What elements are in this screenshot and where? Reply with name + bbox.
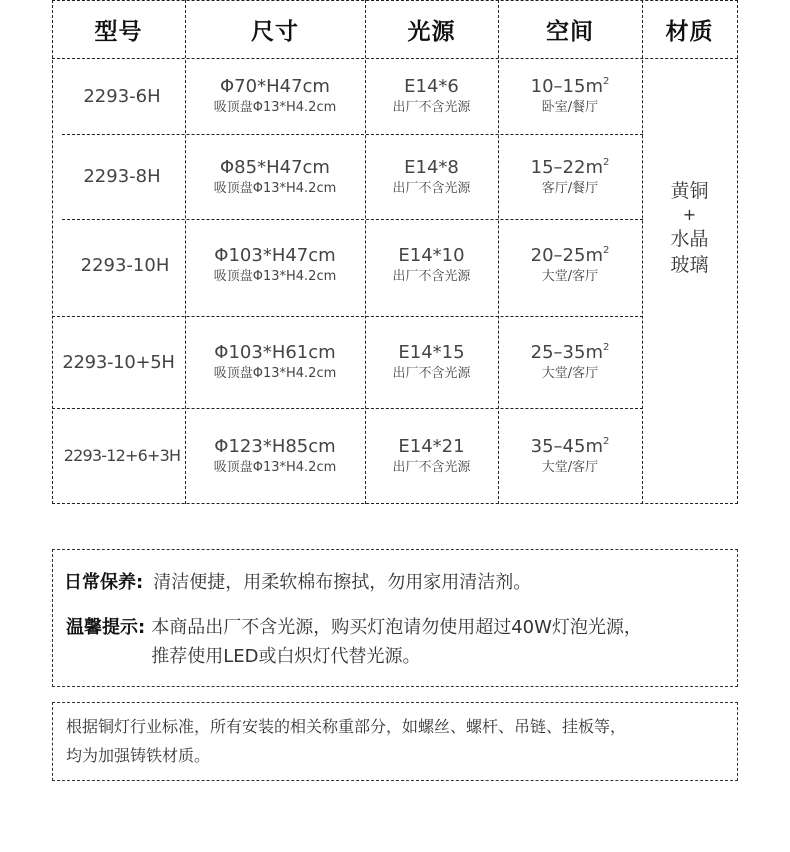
size-sub: 吸顶盘Φ13*H4.2cm — [213, 459, 337, 475]
header-space: 空间 — [546, 18, 594, 45]
maintenance-note — [64, 568, 531, 597]
tip-note — [66, 613, 642, 671]
light-sub: 出厂不含光源 — [392, 366, 471, 381]
area-unit-sup: 2 — [602, 342, 610, 353]
area-value: 10–15m — [530, 76, 603, 97]
size-value: Φ85*H47cm — [220, 156, 330, 178]
area-unit-sup: 2 — [602, 76, 610, 87]
standard-line2: 均为加强铸铁材质。 — [66, 746, 211, 765]
area-value: 20–25m — [530, 245, 603, 266]
size-sub: 吸顶盘Φ13*H4.2cm — [213, 100, 337, 115]
light-value: E14*8 — [404, 156, 459, 178]
size-sub: 吸顶盘Φ13*H4.2cm — [213, 180, 337, 196]
model-cell: 2293-10+5H — [62, 351, 175, 373]
light-sub: 出厂不含光源 — [392, 269, 471, 284]
size-cell — [185, 219, 365, 311]
size-value: Φ123*H85cm — [214, 435, 336, 457]
light-value: E14*15 — [398, 342, 465, 363]
light-value: E14*21 — [398, 435, 465, 457]
area-sub: 大堂/客厅 — [541, 269, 599, 284]
material-plus: + — [682, 205, 697, 224]
area-sub: 大堂/客厅 — [541, 459, 599, 475]
area-value: 35–45m — [530, 435, 603, 457]
model-cell: 2293-10H — [80, 254, 170, 276]
area-cell — [498, 219, 642, 311]
area-cell — [498, 316, 642, 408]
header-size: 尺寸 — [251, 18, 299, 45]
area-value: 25–35m — [530, 342, 603, 363]
area-sub: 卧室/餐厅 — [541, 100, 599, 115]
tip-line2: 推荐使用LED或白炽灯代替光源。 — [151, 646, 421, 667]
area-sub: 大堂/客厅 — [541, 366, 599, 381]
size-cell — [185, 134, 365, 219]
maintenance-text: 清洁便捷，用柔软棉布擦拭，勿用家用清洁剂。 — [153, 572, 532, 593]
light-cell — [365, 316, 498, 408]
material-cell — [642, 178, 737, 288]
header-material: 材质 — [665, 18, 714, 45]
light-sub: 出厂不含光源 — [392, 180, 471, 196]
light-sub: 出厂不含光源 — [392, 100, 471, 115]
area-unit-sup: 2 — [602, 156, 610, 168]
size-sub: 吸顶盘Φ13*H4.2cm — [213, 366, 337, 381]
area-cell — [498, 58, 642, 134]
model-cell: 2293-6H — [83, 85, 161, 107]
table-border-right — [737, 0, 738, 504]
size-cell — [185, 316, 365, 408]
area-unit-sup: 2 — [602, 435, 610, 447]
light-cell — [365, 408, 498, 503]
tip-text — [151, 613, 642, 671]
size-sub: 吸顶盘Φ13*H4.2cm — [213, 269, 337, 284]
area-value: 15–22m — [530, 156, 603, 178]
size-cell — [185, 408, 365, 503]
light-sub: 出厂不含光源 — [392, 459, 471, 475]
tip-label: 温馨提示: — [66, 617, 146, 638]
size-value: Φ70*H47cm — [220, 76, 330, 97]
area-unit-sup: 2 — [602, 245, 610, 256]
material-cell — [642, 0, 737, 183]
material-line3: 玻璃 — [670, 254, 709, 276]
model-cell: 2293-8H — [83, 166, 161, 187]
light-cell — [365, 58, 498, 134]
tip-line1: 本商品出厂不含光源，购买灯泡请勿使用超过40W灯泡光源， — [151, 617, 642, 638]
area-cell — [498, 134, 642, 219]
size-value: Φ103*H47cm — [214, 245, 336, 266]
area-sub: 客厅/餐厅 — [541, 180, 599, 196]
standard-line1: 根据铜灯行业标准，所有安装的相关称重部分，如螺丝、螺杆、吊链、挂板等， — [66, 717, 627, 736]
material-line1: 黄铜 — [670, 180, 709, 202]
size-cell — [185, 58, 365, 134]
light-cell — [365, 134, 498, 219]
model-cell: 2293-12+6+3H — [63, 446, 181, 465]
light-value: E14*6 — [404, 76, 459, 97]
size-value: Φ103*H61cm — [214, 342, 336, 363]
table-border-bottom — [52, 503, 738, 504]
area-cell — [498, 408, 642, 503]
light-value: E14*10 — [398, 245, 465, 266]
header-model: 型号 — [94, 18, 143, 45]
material-line2: 水晶 — [670, 228, 709, 250]
light-cell — [365, 219, 498, 311]
header-light-source: 光源 — [407, 18, 456, 45]
maintenance-label: 日常保养: — [64, 572, 144, 593]
